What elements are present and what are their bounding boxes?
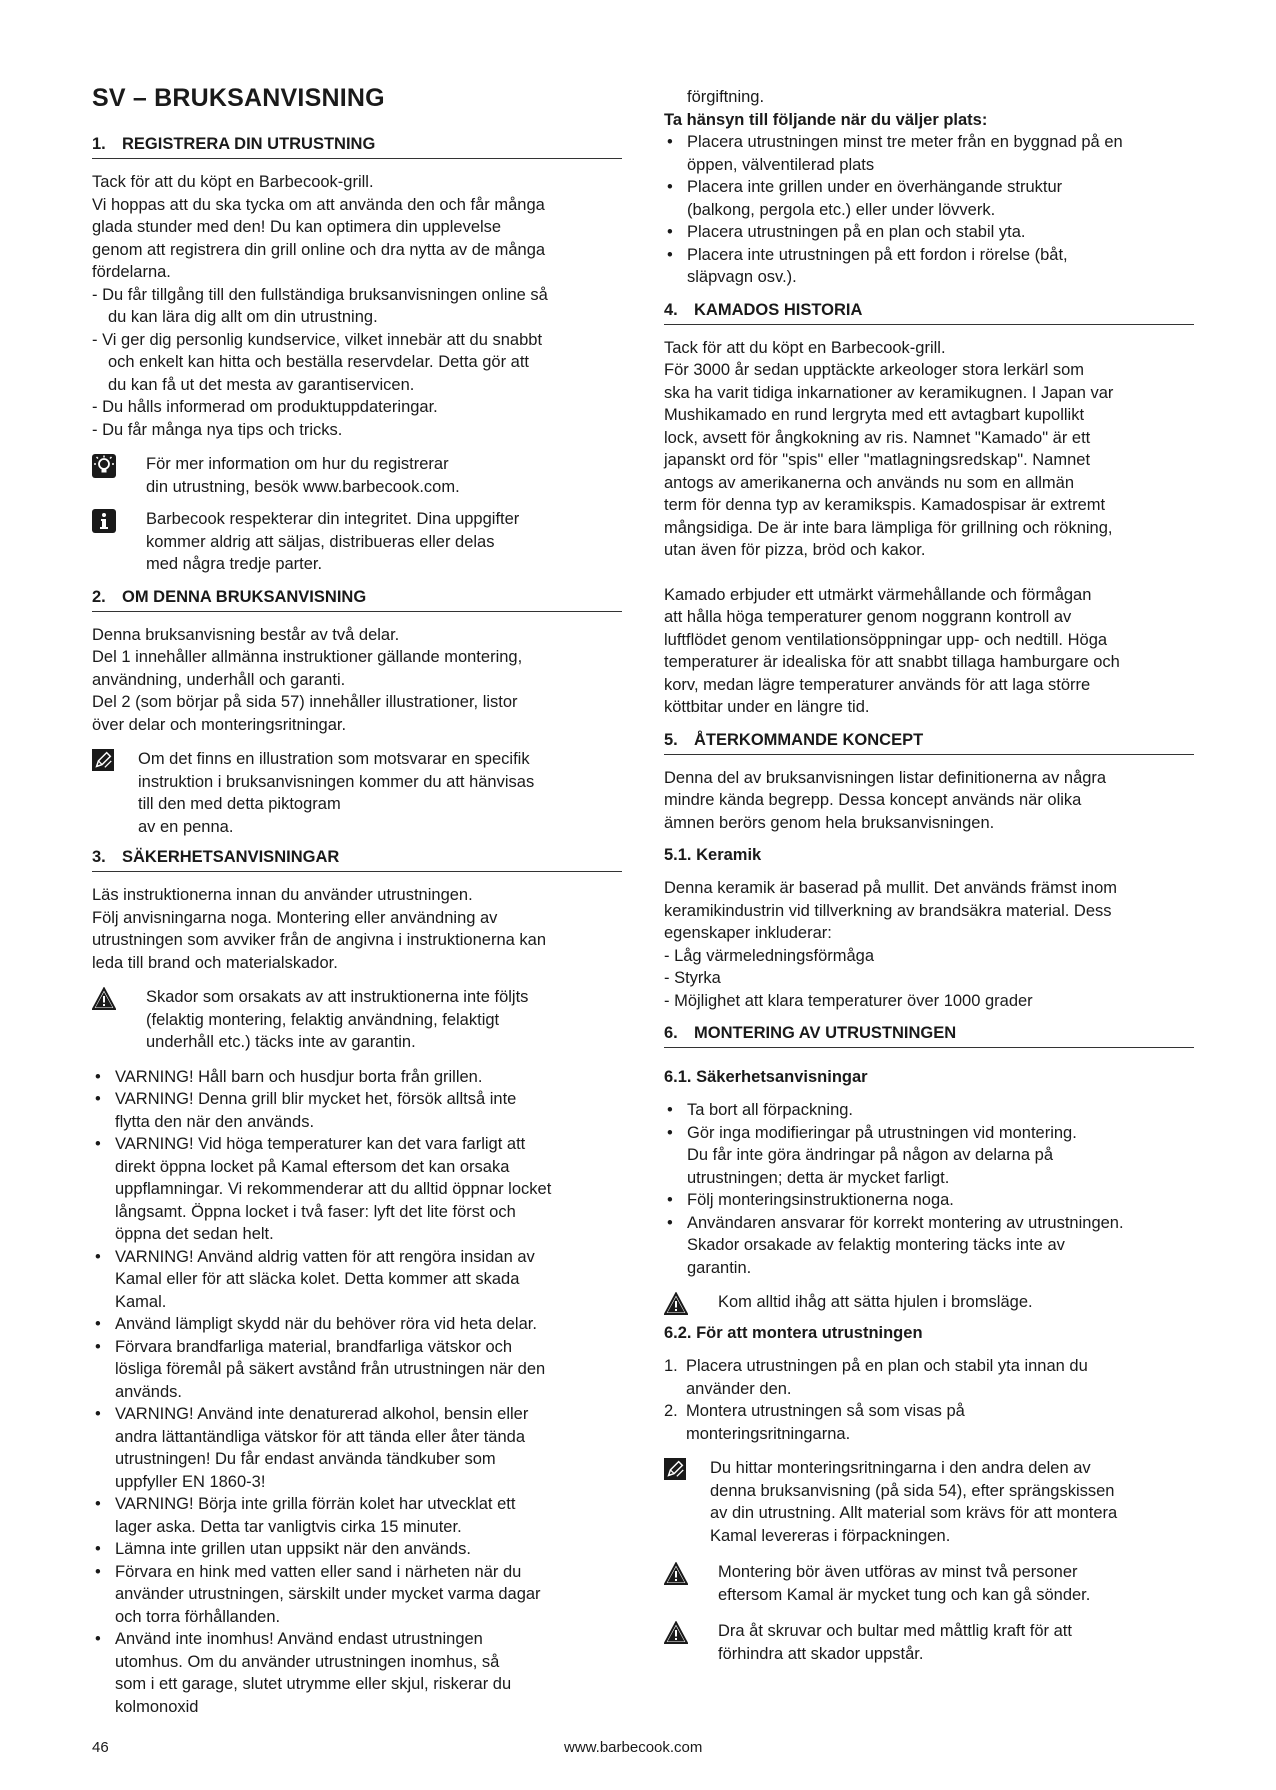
- note-line: Montering bör även utföras av minst två personer: [718, 1563, 1078, 1581]
- bullet-line: • VARNING! Använd inte denaturerad alkohol, bensin eller: [115, 1405, 529, 1423]
- step-line: använder den.: [686, 1379, 792, 1398]
- paragraph-line: luftflödet genom ventilationsöppningar upp- och nedtill. Höga: [664, 630, 1108, 649]
- step-number: 2.: [664, 1402, 678, 1420]
- paragraph-line: - Styrka: [664, 969, 721, 987]
- drawings-pen-note: [664, 1457, 1194, 1547]
- section-title: OM DENNA BRUKSANVISNING: [122, 587, 367, 606]
- bullet-item: [664, 131, 1194, 176]
- note-line: denna bruksanvisning (på sida 54), efter sprängskissen: [710, 1481, 1115, 1500]
- paragraph-line: genom att registrera din grill online och dra nytta av de många: [92, 240, 546, 259]
- dash-line: - Du hålls informerad om produktuppdateringar.: [92, 398, 438, 416]
- note-line: förhindra att skador uppstår.: [718, 1644, 924, 1663]
- assembly-steps: [664, 1355, 1194, 1445]
- bullet-line: direkt öppna locket på Kamal eftersom det kan orsaka: [115, 1157, 510, 1176]
- bullet-line: öppen, välventilerad plats: [687, 155, 875, 174]
- bullet-item: [92, 1561, 622, 1629]
- info-note: [92, 508, 622, 576]
- section-number: 5.: [664, 730, 678, 749]
- section-number: 4.: [664, 300, 678, 319]
- note-line: av en penna.: [138, 817, 234, 836]
- warning-icon: [664, 1621, 688, 1645]
- lightbulb-icon: [92, 454, 116, 478]
- bullet-line: andra lättantändliga vätskor för att tända eller åter tända: [115, 1427, 526, 1446]
- bullet-item: [664, 1099, 1194, 1122]
- subsection-6-1-heading: 6.1. Säkerhetsanvisningar: [664, 1068, 868, 1086]
- section-4-paragraph-1: [664, 337, 1194, 562]
- note-line: Kom alltid ihåg att sätta hjulen i bromsläge.: [718, 1293, 1033, 1311]
- bullet-line: • Gör inga modifieringar på utrustningen vid montering.: [687, 1123, 1077, 1142]
- dash-line: och enkelt kan hitta och beställa reservdelar. Detta gör att: [108, 353, 529, 371]
- page-title: SV – BRUKSANVISNING: [92, 84, 385, 112]
- bullet-line: Kamal eller för att släcka kolet. Detta kommer att skada: [115, 1270, 520, 1288]
- paragraph-line: ämnen berörs genom hela bruksanvisningen.: [664, 813, 995, 832]
- paragraph-line: utan även för pizza, bröd och kakor.: [664, 541, 926, 559]
- bullet-line: Kamal.: [115, 1292, 167, 1311]
- paragraph-line: förgiftning.: [687, 88, 765, 106]
- bullet-line: Skador orsakade av felaktig montering täcks inte av: [687, 1236, 1065, 1254]
- bullet-item: [664, 244, 1194, 289]
- paragraph-line: leda till brand och materialskador.: [92, 953, 338, 972]
- paragraph-line: mångsidiga. De är inte bara lämpliga för grillning och rökning,: [664, 518, 1113, 537]
- bullet-item: [92, 1538, 622, 1561]
- subsection-6-2-heading: 6.2. För att montera utrustningen: [664, 1324, 923, 1342]
- section-number: 6.: [664, 1024, 678, 1042]
- bullet-line: utrustningen! Du får endast använda tändkuber som: [115, 1450, 496, 1468]
- bullet-line: • Använd lämpligt skydd när du behöver röra vid heta delar.: [115, 1315, 537, 1333]
- bullet-line: utrustningen; detta är mycket farligt.: [687, 1168, 950, 1187]
- bullet-line: • Ta bort all förpackning.: [687, 1101, 854, 1119]
- bullet-item: [92, 1336, 622, 1404]
- pen-note: [92, 748, 622, 838]
- bullet-item: [92, 1313, 622, 1336]
- note-line: Om det finns en illustration som motsvarar en specifik: [138, 750, 530, 768]
- paragraph-line: antogs av amerikanerna och används nu som en allmän: [664, 473, 1074, 492]
- bullet-line: • VARNING! Håll barn och husdjur borta från grillen.: [115, 1067, 483, 1086]
- footer-website-link[interactable]: www.barbecook.com: [564, 1739, 703, 1756]
- subsection-5-1-text: [664, 877, 1194, 1012]
- bullet-line: • Lämna inte grillen utan uppsikt när den används.: [115, 1540, 471, 1558]
- right-column: [664, 86, 1194, 1675]
- dash-line: - Du får många nya tips och tricks.: [92, 420, 343, 439]
- section-1-heading: [92, 135, 622, 159]
- bullet-line: som i ett garage, slutet utrymme eller skjul, riskerar du: [115, 1675, 512, 1693]
- section-title: REGISTRERA DIN UTRUSTNING: [122, 135, 376, 153]
- dash-item: [92, 396, 622, 419]
- bullet-item: [92, 1628, 622, 1718]
- note-line: Skador som orsakats av att instruktionerna inte följts: [146, 988, 529, 1006]
- bullet-line: kolmonoxid: [115, 1697, 199, 1716]
- note-line: kommer aldrig att säljas, distribueras eller delas: [146, 532, 495, 551]
- bullet-line: • Förvara en hink med vatten eller sand i närheten när du: [115, 1562, 522, 1581]
- note-line: För mer information om hur du registrerar: [146, 455, 449, 473]
- paragraph-line: För 3000 år sedan upptäckte arkeologer stora lerkärl som: [664, 361, 1085, 379]
- two-persons-warning-note: [664, 1561, 1194, 1606]
- note-line: till den med detta piktogram: [138, 795, 341, 813]
- bullet-line: lösliga föremål på säkert avstånd från utrustningen när den: [115, 1360, 546, 1378]
- note-line: Barbecook respekterar din integritet. Dina uppgifter: [146, 510, 520, 528]
- paragraph-line: över delar och monteringsritningar.: [92, 715, 347, 734]
- paragraph-line: ska ha varit tidiga inkarnationer av keramikugnen. I Japan var: [664, 383, 1114, 402]
- paragraph-line: mindre kända begrepp. Dessa koncept används när olika: [664, 791, 1082, 809]
- bullet-line: • Placera utrustningen minst tre meter från en byggnad på en: [687, 133, 1123, 151]
- bullet-line: använder utrustningen, särskilt under mycket varma dagar: [115, 1585, 541, 1603]
- bullet-item: [92, 1066, 622, 1089]
- bullet-line: (balkong, pergola etc.) eller under lövverk.: [687, 200, 996, 219]
- bullet-line: • Förvara brandfarliga material, brandfarliga vätskor och: [115, 1337, 513, 1356]
- note-line: underhåll etc.) täcks inte av garantin.: [146, 1033, 416, 1051]
- brake-warning-note: [664, 1291, 1194, 1316]
- bullet-line: uppfyller EN 1860-3!: [115, 1472, 266, 1491]
- paragraph-line: Tack för att du köpt en Barbecook-grill.: [92, 173, 374, 191]
- bullet-item: [664, 221, 1194, 244]
- paragraph-line: - Möjlighet att klara temperaturer över 1000 grader: [664, 991, 1033, 1010]
- note-line: med några tredje parter.: [146, 555, 323, 573]
- paragraph-line: Denna bruksanvisning består av två delar.: [92, 625, 400, 644]
- paragraph-line: utrustningen som avviker från de angivna i instruktionerna kan: [92, 931, 546, 949]
- step-number: 1.: [664, 1357, 678, 1375]
- placement-heading: Ta hänsyn till följande när du väljer plats:: [664, 110, 988, 129]
- paragraph-line: Denna del av bruksanvisningen listar definitionerna av några: [664, 768, 1107, 787]
- bullet-item: [664, 1189, 1194, 1212]
- dash-item: [92, 284, 622, 329]
- safety-bullet-list: [92, 1066, 622, 1719]
- tighten-warning-note: [664, 1620, 1194, 1665]
- bullet-item: [664, 176, 1194, 221]
- bullet-item: [92, 1088, 622, 1133]
- paragraph-line: japanskt ord för "spis" eller "matlagningsredskap". Namnet: [664, 451, 1091, 469]
- paragraph-line: keramikindustrin vid tillverkning av brandsäkra material. Dess: [664, 901, 1112, 920]
- paragraph-line: Kamado erbjuder ett utmärkt värmehållande och förmågan: [664, 585, 1092, 604]
- step-line: monteringsritningarna.: [686, 1424, 851, 1443]
- paragraph-line: Tack för att du köpt en Barbecook-grill.: [664, 338, 946, 357]
- note-line: Kamal levereras i förpackningen.: [710, 1526, 951, 1545]
- bullet-line: • VARNING! Börja inte grilla förrän kolet har utvecklat ett: [115, 1495, 516, 1513]
- dash-line: - Vi ger dig personlig kundservice, vilket innebär att du snabbt: [92, 330, 543, 349]
- bullet-line: • Följ monteringsinstruktionerna noga.: [687, 1191, 954, 1209]
- bullet-line: • Användaren ansvarar för korrekt montering av utrustningen.: [687, 1213, 1124, 1232]
- page-number: 46: [92, 1739, 109, 1756]
- section-title: ÅTERKOMMANDE KONCEPT: [694, 730, 924, 749]
- section-1-intro: [92, 171, 622, 441]
- paragraph-line: Vi hoppas att du ska tycka om att använda den och får många: [92, 195, 545, 214]
- assembly-safety-bullets: [664, 1099, 1194, 1279]
- paragraph-line: egenskaper inkluderar:: [664, 924, 832, 942]
- bullet-item: [92, 1246, 622, 1314]
- paragraph-line: Del 1 innehåller allmänna instruktioner gällande montering,: [92, 648, 523, 666]
- bullet-line: flytta den när den används.: [115, 1112, 315, 1131]
- pen-icon: [92, 749, 114, 771]
- paragraph-line: Följ anvisningarna noga. Montering eller användning av: [92, 908, 498, 927]
- warning-icon: [92, 987, 116, 1011]
- dash-item: [92, 419, 622, 442]
- paragraph-line: köttbitar under en längre tid.: [664, 698, 870, 716]
- info-icon: [92, 509, 116, 533]
- note-line: (felaktig montering, felaktig användning, felaktigt: [146, 1010, 500, 1029]
- dash-line: du kan få ut det mesta av garantiservicen.: [108, 375, 415, 394]
- dash-line: du kan lära dig allt om din utrustning.: [108, 308, 378, 326]
- bullet-item: [664, 1212, 1194, 1280]
- paragraph-line: korv, medan lägre temperaturer används för att laga större: [664, 675, 1091, 694]
- bullet-line: • Placera utrustningen på en plan och stabil yta.: [687, 223, 1026, 241]
- bullet-line: och torra förhållanden.: [115, 1607, 281, 1626]
- bullet-item: [92, 1493, 622, 1538]
- step-item: [664, 1355, 1194, 1400]
- note-line: Du hittar monteringsritningarna i den andra delen av: [710, 1459, 1091, 1477]
- bullet-line: öppna det sedan helt.: [115, 1225, 274, 1243]
- left-column: [92, 84, 622, 1718]
- bullet-line: uppflamningar. Vi rekommenderar att du alltid öppnar locket: [115, 1180, 552, 1198]
- bullet-line: • VARNING! Denna grill blir mycket het, försök alltså inte: [115, 1090, 517, 1108]
- paragraph-line: lock, avsett för ångkokning av ris. Namnet "Kamado" är ett: [664, 428, 1091, 447]
- pen-icon: [664, 1458, 686, 1480]
- dash-line: - Du får tillgång till den fullständiga bruksanvisningen online så: [92, 285, 548, 304]
- paragraph-line: Mushikamado en rund lergryta med ett avtagbart kupollikt: [664, 406, 1085, 424]
- section-5-text: [664, 767, 1194, 835]
- section-2-text: [92, 624, 622, 737]
- bullet-item: [92, 1403, 622, 1493]
- step-line: Montera utrustningen så som visas på: [686, 1402, 965, 1420]
- bullet-line: • VARNING! Vid höga temperaturer kan det vara farligt att: [115, 1135, 526, 1153]
- bullet-line: lager aska. Detta tar vanligtvis cirka 15 minuter.: [115, 1517, 462, 1536]
- warning-icon: [664, 1562, 688, 1586]
- paragraph-line: Denna keramik är baserad på mullit. Det används främst inom: [664, 879, 1118, 897]
- section-4-paragraph-2: [664, 584, 1194, 719]
- bullet-line: långsamt. Öppna locket i två faser: lyft det lite först och: [115, 1202, 516, 1221]
- note-line: eftersom Kamal är mycket tung och kan gå sönder.: [718, 1585, 1091, 1604]
- bullet-line: släpvagn osv.).: [687, 268, 797, 286]
- bullet-item: [664, 1122, 1194, 1190]
- section-title: KAMADOS HISTORIA: [694, 300, 863, 319]
- section-4-heading: [664, 301, 1194, 325]
- paragraph-line: Del 2 (som börjar på sida 57) innehåller illustrationer, listor: [92, 693, 518, 711]
- subsection-5-1-heading: 5.1. Keramik: [664, 846, 762, 864]
- continued-line: [664, 86, 1194, 109]
- section-title: MONTERING AV UTRUSTNINGEN: [694, 1024, 957, 1042]
- paragraph-line: användning, underhåll och garanti.: [92, 670, 346, 689]
- paragraph-line: fördelarna.: [92, 263, 171, 281]
- placement-bullet-list: [664, 131, 1194, 289]
- step-line: Placera utrustningen på en plan och stabil yta innan du: [686, 1357, 1088, 1375]
- bullet-line: garantin.: [687, 1258, 752, 1277]
- paragraph-line: Läs instruktionerna innan du använder utrustningen.: [92, 886, 473, 904]
- note-line: av din utrustning. Allt material som krävs för att montera: [710, 1504, 1118, 1522]
- warning-icon: [664, 1292, 688, 1316]
- warning-note: [92, 986, 622, 1054]
- section-5-heading: [664, 731, 1194, 755]
- section-title: SÄKERHETSANVISNINGAR: [122, 848, 340, 866]
- paragraph-line: - Låg värmeledningsförmåga: [664, 946, 875, 965]
- section-3-text: [92, 884, 622, 974]
- paragraph-line: term för denna typ av keramikspis. Kamadospisar är extremt: [664, 496, 1106, 514]
- section-number: 2.: [92, 587, 106, 606]
- bullet-line: Du får inte göra ändringar på någon av delarna på: [687, 1146, 1054, 1164]
- bullet-line: utomhus. Om du använder utrustningen inomhus, så: [115, 1652, 500, 1671]
- bullet-line: • VARNING! Använd aldrig vatten för att rengöra insidan av: [115, 1247, 535, 1266]
- bullet-line: används.: [115, 1382, 182, 1401]
- note-line: Dra åt skruvar och bultar med måttlig kraft för att: [718, 1622, 1072, 1640]
- paragraph-line: temperaturer är idealiska för att snabbt tillaga hamburgare och: [664, 653, 1120, 671]
- section-6-heading: [664, 1024, 1194, 1048]
- bullet-item: [92, 1133, 622, 1246]
- bullet-line: • Använd inte inomhus! Använd endast utrustningen: [115, 1630, 483, 1648]
- dash-item: [92, 329, 622, 397]
- tip-note: [92, 453, 622, 498]
- section-2-heading: [92, 588, 622, 612]
- section-3-heading: [92, 848, 622, 872]
- bullet-line: • Placera inte utrustningen på ett fordon i rörelse (båt,: [687, 245, 1068, 264]
- paragraph-line: att hålla höga temperaturer genom noggrann kontroll av: [664, 608, 1072, 626]
- section-number: 1.: [92, 135, 106, 153]
- note-line: din utrustning, besök www.barbecook.com.: [146, 477, 460, 496]
- bullet-line: • Placera inte grillen under en överhängande struktur: [687, 178, 1063, 196]
- step-item: [664, 1400, 1194, 1445]
- paragraph-line: glada stunder med den! Du kan optimera din upplevelse: [92, 218, 502, 236]
- section-number: 3.: [92, 848, 106, 866]
- note-line: instruktion i bruksanvisningen kommer du att hänvisas: [138, 772, 535, 791]
